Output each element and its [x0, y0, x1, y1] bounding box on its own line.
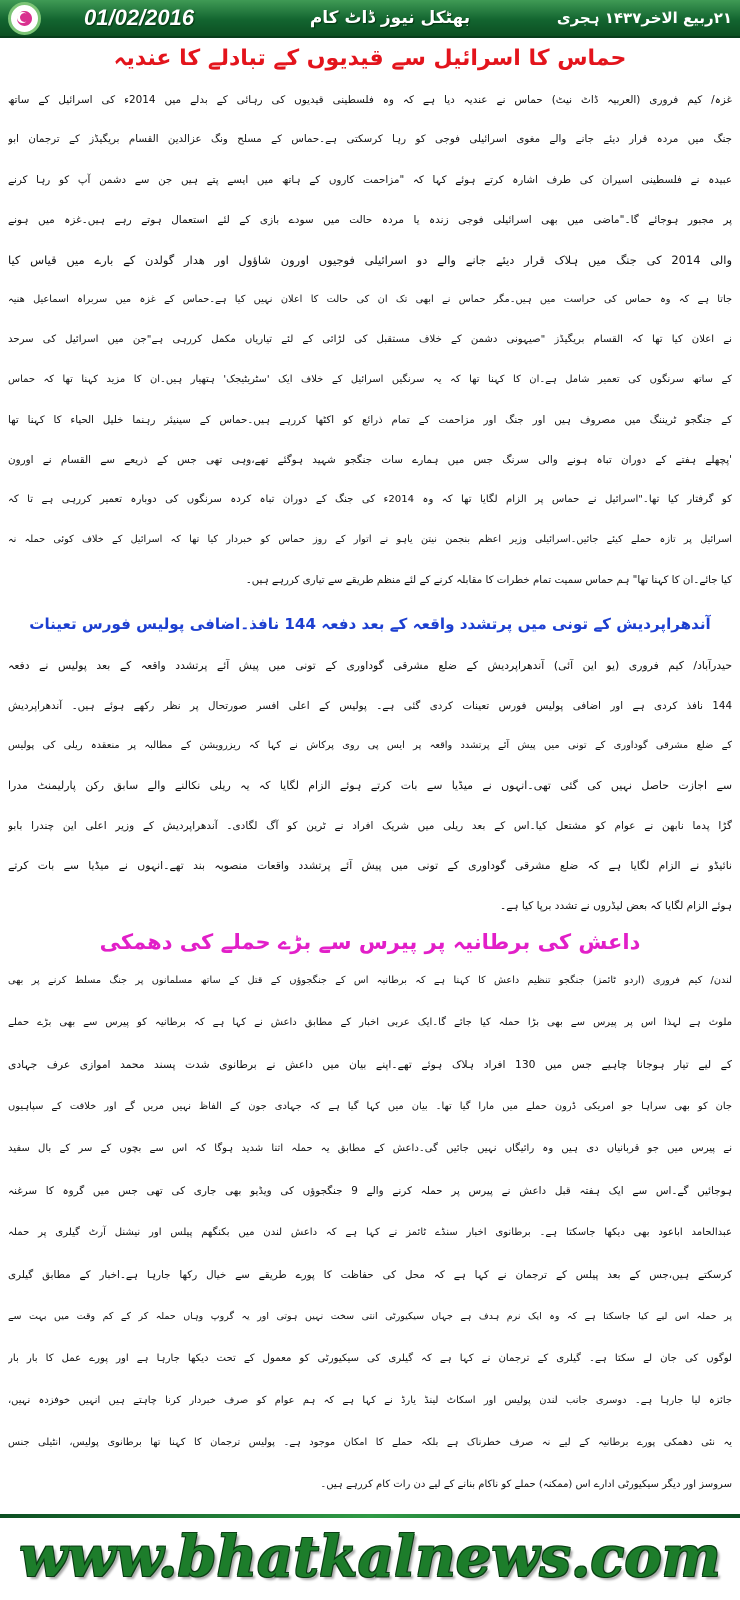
article-line: یہ نئی دھمکی پورے برطانیہ کے لیے نہ صرف خطرناک ہے بلکہ حملے کا امکان موجود ہے۔ پولیس ترجمان کا کہنا تھا برطانوی پولیس، انٹیلی جنس [8, 1437, 732, 1448]
article-body [8, 646, 732, 926]
footer-divider [0, 1514, 740, 1518]
header-bar [0, 0, 740, 38]
article-line: 144 نافذ کردی ہے اور اضافی پولیس فورس تعینات کردی گئی ہے۔ پولیس کے اعلی افسر صورتحال پر نظر رکھے ہوئے ہیں۔ آندھراپردیش [8, 700, 732, 712]
article-line: سروسز اور دیگر سیکیورٹی ادارے اس (ممکنہ) حملے کو ناکام بنانے کے لیے دن رات کام کررہے ہیں۔ [320, 1479, 732, 1490]
article-line: سے اجازت حاصل نہیں کی گئی تھی۔انہوں نے میڈیا سے بات کرتے ہوئے الزام لگایا کہ یہ ریلی نکالنے والے سابق رکن پارلیمنٹ مدرا [8, 779, 732, 792]
article-body [8, 960, 732, 1506]
article-line: عبدالحامد اباعود بھی دیکھا جاسکتا ہے۔ برطانوی اخبار سنڈے ٹائمز نے کہا ہے کہ داعش لندن میں بکنگھم پیلس اور نیشنل آرٹ گیلری پر حملہ [8, 1227, 732, 1238]
article-line: کے جنگجو ٹریننگ میں مصروف ہیں اور جنگ اور مزاحمت کے تمام ذرائع کو اکٹھا کررہے ہیں۔حماس کے سینیئر رہنما خلیل الحیاء کا کہنا تھا [8, 414, 732, 426]
article-line: جائزہ لیا جارہا ہے۔ دوسری جانب لندن پولیس اور اسکاٹ لینڈ یارڈ نے کہا ہے کہ ہم عوام کو صرف خبردار کرنا چاہتے ہیں انہیں خوفزدہ نہیں، [8, 1395, 732, 1406]
article-line: لندن/ کیم فروری (اردو ٹائمز) جنگجو تنظیم داعش کا کہنا ہے کہ برطانیہ اس کے جنگجوؤں کے قتل کے ساتھ مسلمانوں پر جنگ مسلط کرنے پر بھی [8, 975, 732, 986]
article-line: گڑا پدما نابھن نے عوام کو مشتعل کیا۔اس کے بعد ریلی میں شریک افراد نے ٹرین کو آگ لگادی۔ آندھراپردیش کے وزیر اعلی این چندرا بابو [8, 820, 732, 832]
article-line: کیا جائے۔ان کا کہنا تھا" ہم حماس سمیت تمام خطرات کا مقابلہ کرنے کے لئے منظم طریقے سے تیاری کررہے ہیں۔ [245, 574, 732, 586]
article-line: لوگوں کی جان لے سکتا ہے۔ گیلری کے ترجمان نے کہا ہے کہ گیلری کی سیکیورٹی کو معمول کے تحت دیکھا جارہا ہے اور پورے عمل کا بار بار [8, 1353, 732, 1364]
article-line: حیدرآباد/ کیم فروری (یو این آئی) آندھراپردیش کے ضلع مشرقی گوداوری کے تونی میں پیش آئے پرتشدد واقعہ کے بعد پولیس نے دفعہ [8, 659, 732, 672]
article-line: نائیڈو نے الزام لگایا ہے کہ ضلع مشرقی گوداوری کے تونی میں پیش آئے پرتشدد واقعات منصوبہ بند تھے۔انہوں نے میڈیا سے بات کرتے [8, 859, 732, 872]
footer-banner [0, 1514, 740, 1598]
article-line: ہوجائیں گے۔اس سے ایک ہفتہ قبل داعش نے پیرس پر حملہ کرنے والے 9 جنگجوؤں کی ویڈیو بھی جاری کی تھی جس میں گروہ کا سرغنہ [8, 1185, 732, 1197]
site-name: بھٹکل نیوز ڈاٹ کام [309, 8, 471, 28]
article-line: ہوئے الزام لگایا کہ بعض لیڈروں نے تشدد برپا کیا ہے۔ [500, 900, 732, 912]
hijri-date: ۲۱ربیع الاخر۱۴۳۷ ہجری [556, 9, 732, 27]
headline: آندھراپردیش کے تونی میں پرتشدد واقعہ کے بعد دفعہ 144 نافذ۔اضافی پولیس فورس تعینات [29, 615, 711, 633]
article-line: جاتا ہے کہ وہ حماس کی حراست میں ہیں۔مگر حماس نے ابھی تک ان کی حالت کا اعلان نہیں کیا ہے۔حماس کے غزہ میں سربراہ اسماعیل ھنیہ [8, 294, 732, 305]
article-line: والی 2014 کی جنگ میں ہلاک قرار دیئے جانے والے دو اسرائیلی فوجیوں اورون شاؤول اور ھدار گولدن کے بارے میں قیاس کیا [8, 253, 732, 267]
article-line: عبیدہ نے فلسطینی اسیران کی طرف اشارہ کرتے ہوئے کہا کہ "مزاحمت کاروں کے ہاتھ میں ایسے پتے ہیں جن سے دشمن آپ کو رہا کرنے [8, 174, 732, 186]
article-line: 'پچھلے ہفتے کے دوران تباہ ہونے والی سرنگ جس میں ہمارے سات جنگجو شہید ہوگئے تھے،وہی تھی جس کے ذریعے سے القسام نے اورون [8, 454, 732, 466]
article-line: کو گرفتار کیا تھا۔"اسرائیل نے حماس پر الزام لگایا تھا کہ وہ 2014ء کی جنگ کے دوران تباہ کردہ سرنگوں کی دوبارہ تعمیر کررہی ہے تا کہ [8, 494, 732, 505]
headline: حماس کا اسرائیل سے قیدیوں کے تبادلے کا عندیہ [113, 46, 627, 71]
logo-crescent-icon [20, 13, 29, 22]
footer-website-url: www.bhatkalnews.com [19, 1525, 721, 1590]
article-line: پر حملہ اس لیے کیا جاسکتا ہے کہ وہ ایک نرم ہدف ہے جہاں سیکیورٹی انتی سخت نہیں ہوتی اور یہ گروپ وہاں حملہ کر کے کم وقت میں بہت سے [8, 1311, 732, 1322]
article-line: کے لیے تیار ہوجانا چاہیے جس میں 130 افراد ہلاک ہوئے تھے۔اپنے بیان میں داعش نے برطانوی شدت پسند محمد اموازی عرف جہادی [8, 1058, 732, 1071]
article-line: پر مجبور ہوجائے گا۔"ماضی میں بھی اسرائیلی فوجی زندہ یا مردہ حالت میں سودے بازی کے لئے استعمال ہوتے رہے ہیں۔غزہ میں ہونے [8, 214, 732, 226]
article-line: اسرائیل پر تازہ حملے کیئے جائیں۔اسرائیلی وزیر اعظم بنجمن نیتن یاہو نے اتوار کے روز حماس کو خبردار کیا تھا کہ اسرائیل کے خلاف کوئی حملہ نہ [8, 534, 732, 545]
site-logo-icon [8, 2, 41, 35]
gregorian-date: 01/02/2016 [84, 5, 195, 30]
article-line: کے ضلع مشرقی گوداوری کے تونی میں پیش آئے پرتشدد واقعہ پر ایس پی روی پرکاش نے کہا کہ ریزرویشن کے مطالبہ پر منعقدہ ریلی کی پولیس [8, 740, 732, 751]
article-line: جنگ میں مردہ قرار دیئے جانے والے مغوی اسرائیلی فوجی کو رہا کرسکتی ہے۔حماس کے مسلح ونگ عزالدین القسام بریگیڈز کے ترجمان ابو [8, 134, 732, 145]
article-line: کے ساتھ سرنگوں کی تعمیر شامل ہے۔ان کا کہنا تھا کہ یہ سرنگیں اسرائیل کے خلاف ایک 'سٹریٹیجک' ہتھیار ہیں۔ان کا مزید کہنا تھا کہ حماس [8, 374, 732, 385]
article-body [8, 80, 732, 600]
article-line: غزہ/ کیم فروری (العربیہ ڈاٹ نیٹ) حماس نے عندیہ دیا ہے کہ وہ فلسطینی قیدیوں کی رہائی کے بدلے میں 2014ء کی اسرائیل کے ساتھ [8, 94, 732, 106]
article-line: جان کو بھی سراہا جو امریکی ڈرون حملے میں مارا گیا تھا۔ بیان میں کہا گیا ہے کہ جہادی جون کے الفاظ نہیں مریں گے اور خلافت کے سپاہیوں [8, 1101, 732, 1112]
article-line: ملوث ہے لہذا اس پر پیرس سے بھی بڑا حملہ کیا جائے گا۔ایک عربی اخبار کے مطابق داعش نے کہا ہے کہ برطانیہ کو پیرس سے بھی بڑے حملے [8, 1017, 732, 1028]
headline: داعش کی برطانیہ پر پیرس سے بڑے حملے کی دھمکی [99, 930, 641, 954]
article-line: کرسکتے ہیں،جس کے بعد پیلس کے ترجمان نے کہا ہے کہ محل کی حفاظت کا پورے طریقے سے خیال رکھا جارہا ہے۔اخبار کے مطابق گیلری [8, 1269, 732, 1281]
article-line: نے پیرس میں جو قربانیاں دی ہیں وہ رائیگاں نہیں جائیں گی۔داعش کے مطابق یہ حملہ اتنا شدید ہوگا کہ اس سے بچوں کے سر کے بال سفید [8, 1143, 732, 1154]
article-line: نے اعلان کیا تھا کہ القسام بریگیڈز "صیہونی دشمن کے خلاف مستقبل کی لڑائی کے لئے تیاریاں مکمل کررہی ہے"جن میں اسرائیل کی سرحد [8, 334, 732, 345]
